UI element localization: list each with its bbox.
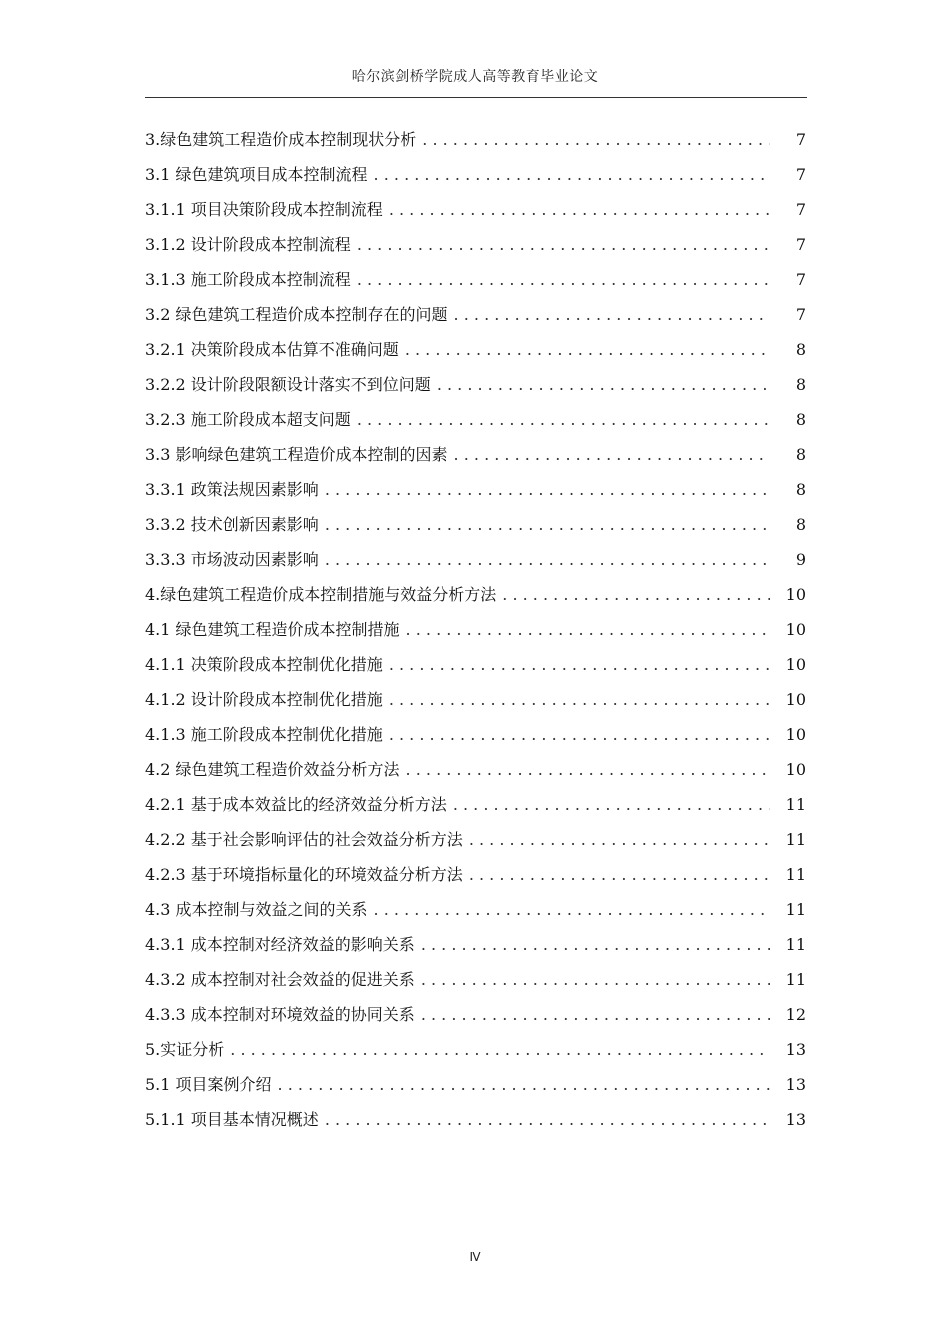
toc-entry-title: 3.1.2 设计阶段成本控制流程 — [145, 235, 351, 254]
toc-entry[interactable] — [145, 997, 806, 1032]
toc-entry[interactable] — [145, 927, 806, 962]
toc-entry[interactable] — [145, 542, 806, 577]
toc-entry-title: 3.1.1 项目决策阶段成本控制流程 — [145, 200, 383, 219]
toc-entry-page-number: 10 — [785, 620, 806, 639]
toc-entry[interactable] — [145, 157, 806, 192]
toc-entry[interactable] — [145, 1102, 806, 1137]
toc-dot-leader — [454, 437, 770, 472]
toc-dot-leader — [469, 857, 770, 892]
toc-entry[interactable] — [145, 297, 806, 332]
toc-entry-page-number: 11 — [785, 935, 806, 954]
header-divider — [145, 97, 807, 98]
toc-entry-title: 3.3.1 政策法规因素影响 — [145, 480, 319, 499]
toc-entry[interactable] — [145, 647, 806, 682]
toc-dot-leader — [374, 892, 770, 927]
toc-entry[interactable] — [145, 752, 806, 787]
toc-dot-leader — [389, 192, 770, 227]
toc-entry[interactable] — [145, 507, 806, 542]
toc-entry[interactable] — [145, 192, 806, 227]
toc-entry[interactable] — [145, 577, 806, 612]
toc-dot-leader — [357, 227, 770, 262]
toc-dot-leader — [422, 122, 770, 157]
toc-entry-title: 4.3.2 成本控制对社会效益的促进关系 — [145, 970, 415, 989]
footer-page-number: Ⅳ — [469, 1250, 481, 1264]
toc-entry-title: 4.2.1 基于成本效益比的经济效益分析方法 — [145, 795, 447, 814]
toc-entry-page-number: 11 — [785, 900, 806, 919]
toc-entry-title: 3.绿色建筑工程造价成本控制现状分析 — [145, 130, 417, 149]
toc-entry-page-number: 8 — [795, 445, 806, 464]
toc-entry-title: 5.实证分析 — [145, 1040, 225, 1059]
toc-entry[interactable] — [145, 402, 806, 437]
toc-entry-title: 3.1 绿色建筑项目成本控制流程 — [145, 165, 368, 184]
toc-entry-page-number: 9 — [795, 550, 806, 569]
toc-dot-leader — [454, 297, 770, 332]
toc-entry-title: 3.2.2 设计阶段限额设计落实不到位问题 — [145, 375, 431, 394]
toc-entry-title: 4.3.3 成本控制对环境效益的协同关系 — [145, 1005, 415, 1024]
toc-entry[interactable] — [145, 367, 806, 402]
toc-entry[interactable] — [145, 472, 806, 507]
toc-entry[interactable] — [145, 857, 806, 892]
toc-dot-leader — [502, 577, 770, 612]
toc-entry-title: 3.3.3 市场波动因素影响 — [145, 550, 319, 569]
toc-dot-leader — [469, 822, 770, 857]
toc-entry-title: 3.2.1 决策阶段成本估算不准确问题 — [145, 340, 399, 359]
toc-entry-title: 4.2.3 基于环境指标量化的环境效益分析方法 — [145, 865, 463, 884]
toc-entry[interactable] — [145, 787, 806, 822]
toc-entry[interactable] — [145, 332, 806, 367]
toc-entry-title: 4.3.1 成本控制对经济效益的影响关系 — [145, 935, 415, 954]
toc-entry-page-number: 7 — [795, 200, 806, 219]
toc-dot-leader — [325, 1102, 770, 1137]
toc-entry-title: 5.1 项目案例介绍 — [145, 1075, 272, 1094]
header-title: 哈尔滨剑桥学院成人高等教育毕业论文 — [351, 69, 599, 85]
toc-dot-leader — [230, 1032, 770, 1067]
toc-entry-title: 4.2.2 基于社会影响评估的社会效益分析方法 — [145, 830, 463, 849]
toc-entry[interactable] — [145, 612, 806, 647]
toc-entry-title: 4.1.1 决策阶段成本控制优化措施 — [145, 655, 383, 674]
toc-entry-title: 3.1.3 施工阶段成本控制流程 — [145, 270, 351, 289]
toc-entry[interactable] — [145, 437, 806, 472]
toc-entry-page-number: 10 — [785, 690, 806, 709]
toc-entry-page-number: 7 — [795, 305, 806, 324]
toc-entry-page-number: 8 — [795, 410, 806, 429]
toc-dot-leader — [278, 1067, 770, 1102]
toc-dot-leader — [389, 647, 770, 682]
toc-entry-title: 4.1.3 施工阶段成本控制优化措施 — [145, 725, 383, 744]
toc-entry-page-number: 13 — [785, 1040, 806, 1059]
toc-entry-title: 4.2 绿色建筑工程造价效益分析方法 — [145, 760, 400, 779]
toc-dot-leader — [389, 682, 770, 717]
toc-entry-title: 3.3.2 技术创新因素影响 — [145, 515, 319, 534]
toc-entry-page-number: 11 — [785, 830, 806, 849]
toc-dot-leader — [421, 962, 770, 997]
toc-entry-page-number: 10 — [785, 655, 806, 674]
toc-entry-page-number: 12 — [785, 1005, 806, 1024]
toc-dot-leader — [406, 752, 770, 787]
toc-dot-leader — [374, 157, 770, 192]
toc-entry-page-number: 7 — [795, 130, 806, 149]
toc-entry-page-number: 11 — [785, 795, 806, 814]
toc-entry-page-number: 7 — [795, 270, 806, 289]
toc-dot-leader — [357, 262, 770, 297]
toc-entry[interactable] — [145, 962, 806, 997]
toc-entry-title: 3.2 绿色建筑工程造价成本控制存在的问题 — [145, 305, 448, 324]
toc-entry-title: 4.3 成本控制与效益之间的关系 — [145, 900, 368, 919]
toc-entry[interactable] — [145, 1032, 806, 1067]
toc-dot-leader — [325, 472, 770, 507]
toc-entry-title: 5.1.1 项目基本情况概述 — [145, 1110, 319, 1129]
toc-entry[interactable] — [145, 717, 806, 752]
toc-entry-title: 4.绿色建筑工程造价成本控制措施与效益分析方法 — [145, 585, 497, 604]
toc-entry-page-number: 11 — [785, 970, 806, 989]
toc-entry[interactable] — [145, 1067, 806, 1102]
toc-dot-leader — [421, 997, 770, 1032]
toc-entry-page-number: 8 — [795, 340, 806, 359]
toc-entry-page-number: 7 — [795, 235, 806, 254]
toc-dot-leader — [325, 542, 770, 577]
toc-entry[interactable] — [145, 227, 806, 262]
toc-dot-leader — [437, 367, 770, 402]
toc-entry[interactable] — [145, 892, 806, 927]
toc-dot-leader — [389, 717, 770, 752]
toc-entry[interactable] — [145, 122, 806, 157]
toc-entry-title: 3.3 影响绿色建筑工程造价成本控制的因素 — [145, 445, 448, 464]
toc-entry-title: 3.2.3 施工阶段成本超支问题 — [145, 410, 351, 429]
toc-dot-leader — [453, 787, 770, 822]
toc-entry-page-number: 13 — [785, 1110, 806, 1129]
toc-dot-leader — [357, 402, 770, 437]
toc-entry-page-number: 8 — [795, 515, 806, 534]
toc-dot-leader — [421, 927, 770, 962]
toc-entry[interactable] — [145, 682, 806, 717]
toc-entry-page-number: 8 — [795, 375, 806, 394]
toc-entry-page-number: 10 — [785, 725, 806, 744]
toc-entry-page-number: 8 — [795, 480, 806, 499]
toc-entry[interactable] — [145, 822, 806, 857]
toc-dot-leader — [325, 507, 770, 542]
toc-dot-leader — [406, 612, 770, 647]
toc-entry[interactable] — [145, 262, 806, 297]
toc-entry-page-number: 13 — [785, 1075, 806, 1094]
toc-entry-page-number: 11 — [785, 865, 806, 884]
toc-dot-leader — [405, 332, 770, 367]
toc-entry-title: 4.1.2 设计阶段成本控制优化措施 — [145, 690, 383, 709]
toc-entry-page-number: 10 — [785, 760, 806, 779]
table-of-contents — [145, 122, 806, 1137]
toc-entry-page-number: 7 — [795, 165, 806, 184]
toc-entry-title: 4.1 绿色建筑工程造价成本控制措施 — [145, 620, 400, 639]
toc-entry-page-number: 10 — [785, 585, 806, 604]
